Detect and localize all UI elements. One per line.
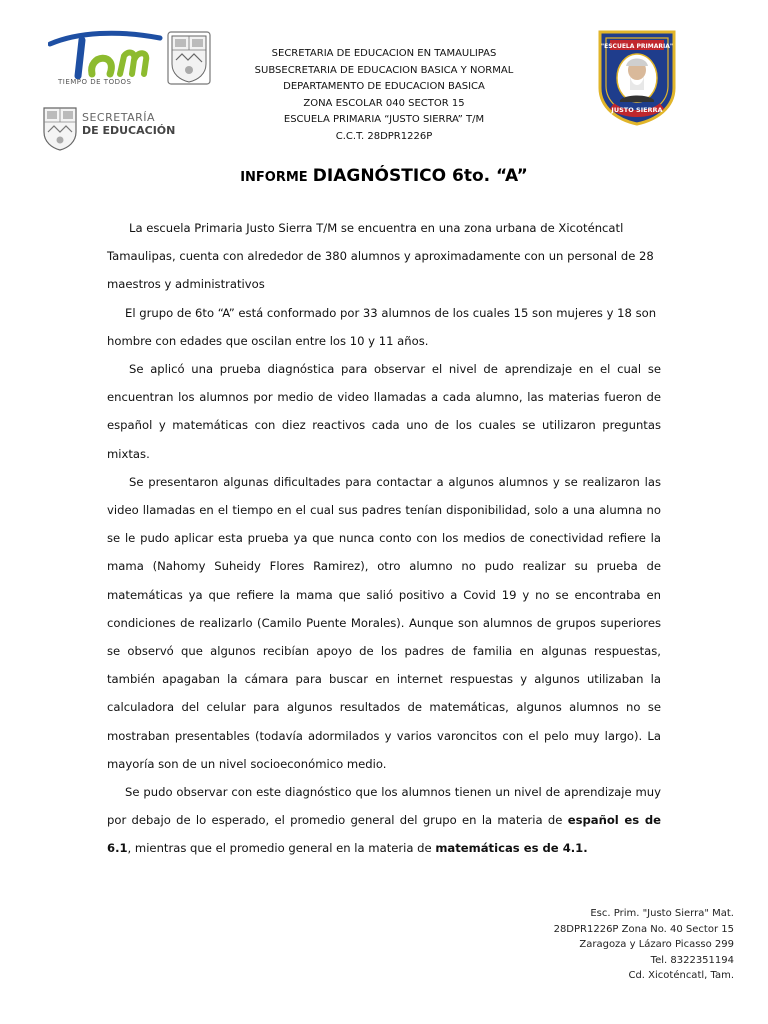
title-prefix: INFORME — [240, 170, 308, 185]
title-main: DIAGNÓSTICO 6to. “A” — [312, 166, 528, 186]
header-line-4: ZONA ESCOLAR 040 SECTOR 15 — [303, 97, 465, 109]
paragraph-5-text-a: Se pudo observar con este diagnóstico que los alumnos tienen un nivel de aprendizaje muy por debajo de lo esperado, el promedio general del grupo en la materia de — [107, 785, 661, 828]
sep-logo-line2: DE EDUCACIÓN — [82, 124, 176, 137]
paragraph-1: La escuela Primaria Justo Sierra T/M se encuentra en una zona urbana de Xicoténcatl Tamaulipas, cuenta con alrededor de 380 alumnos y aproximadamente con un personal de 28 maestros y administrativos — [107, 221, 654, 292]
header-line-2: SUBSECRETARIA DE EDUCACION BASICA Y NORMAL — [254, 64, 514, 76]
paragraph-4: Se presentaron algunas dificultades para contactar a algunos alumnos y se realizaron las video llamadas en el tiempo en el cual sus padres tenían disponibilidad, solo a una alumna no se le pudo aplicar esta prueba ya que nunca conto con los medios de conectividad refiere la mama (Nahomy Suheidy Flores Ramirez), otro alumno no pudo realizar su prueba de matemáticas ya que refiere la mama que salió positivo a Covid 19 y no se encontraba en condiciones de realizarlo (Camilo Puente Morales). Aunque son alumnos de grupos superiores se observó que algunos recibían apoyo de los padres de familia en algunas respuestas, también apagaban la cámara para buscar en internet respuestas y algunos utilizaban la calculadora del celular para algunos resultados de matemáticas, algunos alumnos no se mostraban presentables (todavía adormilados y varios varoncitos con el pelo muy largo). La mayoría son de un nivel socioeconómico medio. — [107, 474, 661, 771]
footer-line-2: 28DPR1226P Zona No. 40 Sector 15 — [553, 923, 734, 935]
paragraph-5-period: . — [583, 841, 588, 856]
sep-coat-of-arms-icon — [40, 104, 80, 152]
footer-line-5: Cd. Xicoténcatl, Tam. — [628, 970, 734, 981]
school-seal-icon — [596, 28, 678, 126]
sep-logo-text — [82, 112, 182, 137]
document-header — [228, 46, 540, 145]
tam-swoosh-icon — [48, 30, 166, 80]
tamaulipas-coat-of-arms-icon — [166, 30, 212, 86]
document-title — [0, 166, 768, 186]
paragraph-3: Se aplicó una prueba diagnóstica para observar el nivel de aprendizaje en el cual se encuentran los alumnos por medio de video llamadas a cada alumno, las materias fueron de español y matemáticas con diez reactivos cada uno de los cuales se utilizaron preguntas mixtas. — [107, 362, 661, 461]
header-line-6: C.C.T. 28DPR1226P — [335, 130, 433, 142]
document-body — [107, 214, 661, 863]
footer-line-4: Tel. 8322351194 — [650, 954, 734, 966]
header-line-1: SECRETARIA DE EDUCACION EN TAMAULIPAS — [271, 48, 497, 59]
header-line-3: DEPARTAMENTO DE EDUCACION BASICA — [283, 81, 485, 92]
seal-top-text: "ESCUELA PRIMARIA" — [601, 43, 673, 50]
tamaulipas-logo — [48, 28, 166, 90]
math-average: matemáticas es de 4.1 — [435, 841, 584, 856]
paragraph-5 — [107, 778, 661, 863]
tam-tagline: TIEMPO DE TODOS — [58, 78, 132, 86]
header-line-5: ESCUELA PRIMARIA “JUSTO SIERRA” T/M — [283, 114, 485, 125]
footer-line-1: Esc. Prim. "Justo Sierra" Mat. — [590, 908, 734, 919]
paragraph-5-text-c: , mientras que el promedio general en la materia de — [127, 841, 436, 856]
seal-bottom-text: JUSTO SIERRA — [611, 106, 663, 114]
paragraph-2: El grupo de 6to “A” está conformado por 33 alumnos de los cuales 15 son mujeres y 18 son hombre con edades que oscilan entre los 10 y 11 años. — [107, 305, 657, 348]
footer-line-3: Zaragoza y Lázaro Picasso 299 — [579, 939, 734, 950]
spanish-average: español es de 6.1 — [107, 813, 661, 856]
sep-logo-line1: SECRETARÍA — [82, 111, 156, 124]
school-address-footer — [474, 906, 734, 984]
